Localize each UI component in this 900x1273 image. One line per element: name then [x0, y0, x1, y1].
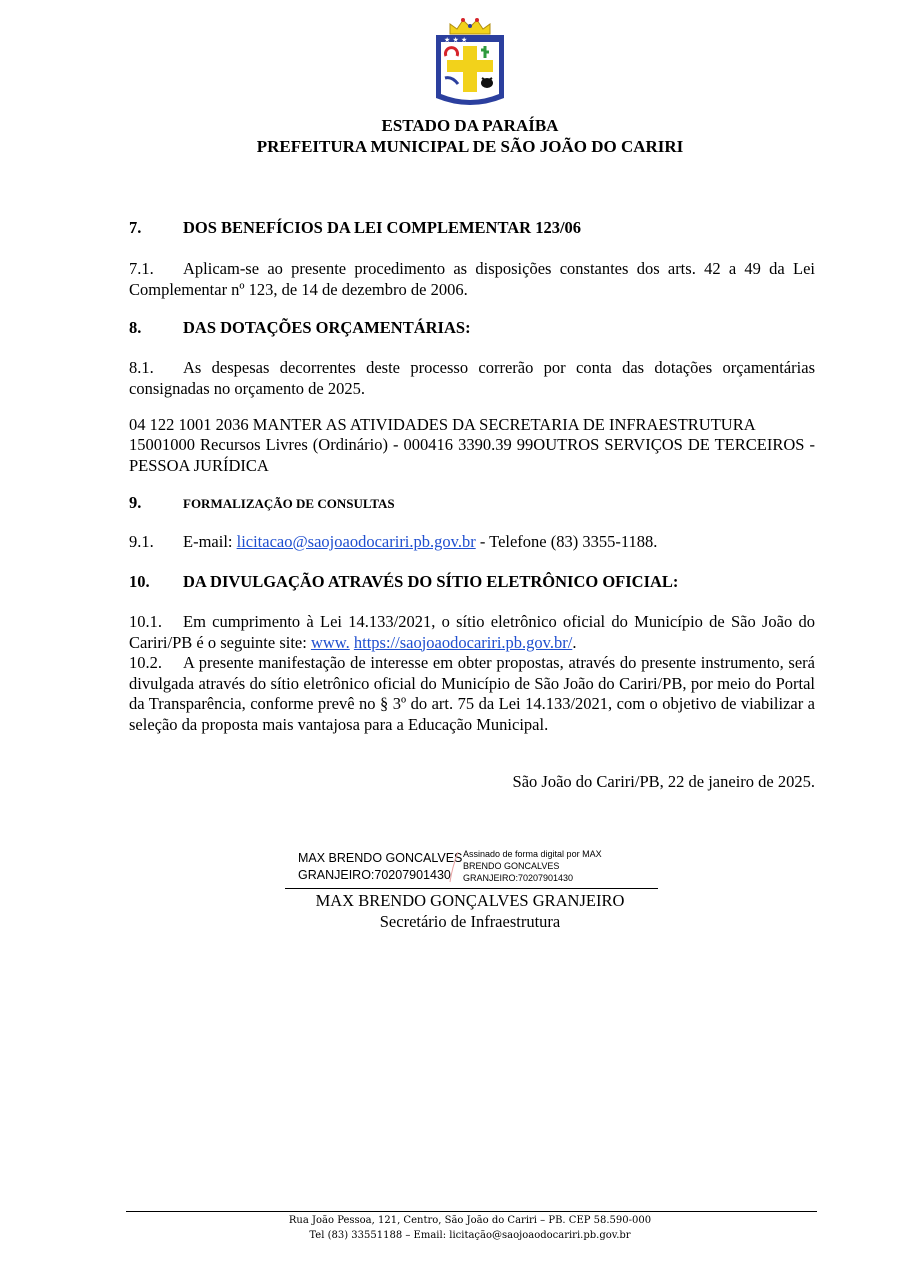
date-line: São João do Cariri/PB, 22 de janeiro de 2025. [512, 772, 815, 791]
section-number: 10. [129, 572, 150, 591]
digital-signature-stamp [298, 848, 638, 888]
digital-signature-note [463, 848, 602, 884]
municipal-crest-logo [430, 12, 510, 112]
section-8-heading [129, 318, 815, 339]
section-7-1-paragraph [129, 259, 815, 300]
clause-text: As despesas decorrentes deste processo correrão por conta das dotações orçamentárias consignadas no orçamento de 2025. [129, 358, 815, 398]
section-number: 7. [129, 218, 142, 237]
clause-end: . [572, 632, 577, 652]
section-title: DA DIVULGAÇÃO ATRAVÉS DO SÍTIO ELETRÔNICO OFICIAL: [183, 572, 679, 591]
section-9-1-paragraph [129, 532, 815, 553]
signature-mark-icon [448, 850, 460, 884]
website-link-url[interactable]: https://saojoaodocariri.pb.gov.br/ [353, 632, 573, 652]
signature-line [285, 888, 658, 889]
footer-divider [126, 1211, 817, 1212]
clause-number: 10.1. [129, 612, 162, 631]
clause-number: 10.2. [129, 653, 162, 672]
svg-text:★ ★ ★: ★ ★ ★ [444, 36, 468, 44]
section-9-heading [129, 493, 815, 515]
clause-text: Aplicam-se ao presente procedimento as disposições constantes dos arts. 42 a 49 da Lei Complementar nº 123, de 14 de dezembro de 2006. [129, 259, 815, 299]
clause-number: 9.1. [129, 532, 154, 551]
section-title: FORMALIZAÇÃO DE CONSULTAS [183, 496, 395, 511]
clause-text: Em cumprimento à Lei 14.133/2021, o sítio eletrônico oficial do Município de São João do Cariri/PB é o seguinte site: [129, 612, 815, 652]
footer-contact: Tel (83) 33551188 – Email: licitação@saojoaodocariri.pb.gov.br [309, 1230, 631, 1241]
digital-note-line-3: GRANJEIRO:70207901430 [463, 873, 574, 883]
digital-signer-name [298, 850, 462, 884]
section-10-1-paragraph [129, 612, 815, 653]
website-link-www[interactable]: www. [310, 632, 350, 652]
section-number: 9. [129, 493, 142, 512]
section-8-1-paragraph [129, 358, 815, 399]
email-label: E-mail: [183, 532, 233, 551]
state-name-heading: ESTADO DA PARAÍBA [381, 116, 559, 135]
digital-note-line-2: BRENDO GONCALVES [463, 861, 560, 871]
email-link[interactable]: licitacao@saojoaodocariri.pb.gov.br [236, 532, 476, 551]
clause-text: A presente manifestação de interesse em obter propostas, através do presente instrumento, será divulgada através do sítio eletrônico oficial do Município de São João do Cariri/PB, por meio do Portal da Transparência, conforme prevê no § 3º do art. 75 da Lei 14.133/2021, com o objetivo de viabilizar a seleção da proposta mais vantajosa para a Educação Municipal. [129, 653, 815, 734]
section-7-heading [129, 218, 815, 239]
signer-role: Secretário de Infraestrutura [379, 912, 561, 931]
budget-allocation-line-1: 04 122 1001 2036 MANTER AS ATIVIDADES DA SECRETARIA DE INFRAESTRUTURA [129, 415, 756, 434]
section-10-heading [129, 572, 815, 593]
section-title: DOS BENEFÍCIOS DA LEI COMPLEMENTAR 123/06 [183, 218, 582, 237]
digital-note-line-1: Assinado de forma digital por MAX [463, 849, 602, 859]
phone-text: - Telefone (83) 3355-1188. [479, 532, 658, 551]
municipality-heading: PREFEITURA MUNICIPAL DE SÃO JOÃO DO CARIRI [256, 137, 684, 156]
section-10-2-paragraph [129, 653, 815, 735]
footer-address: Rua João Pessoa, 121, Centro, São João do Cariri – PB. CEP 58.590-000 [288, 1215, 652, 1226]
digital-name-line-1: MAX BRENDO GONCALVES [298, 851, 463, 865]
digital-name-line-2: GRANJEIRO:70207901430 [298, 868, 451, 882]
clause-number: 8.1. [129, 358, 154, 377]
budget-allocation-line-2: 15001000 Recursos Livres (Ordinário) - 000416 3390.39 99OUTROS SERVIÇOS DE TERCEIROS - PESSOA JURÍDICA [129, 435, 815, 475]
section-number: 8. [129, 318, 142, 337]
section-title: DAS DOTAÇÕES ORÇAMENTÁRIAS: [183, 318, 471, 337]
clause-number: 7.1. [129, 259, 154, 278]
signer-name: MAX BRENDO GONÇALVES GRANJEIRO [315, 891, 625, 910]
